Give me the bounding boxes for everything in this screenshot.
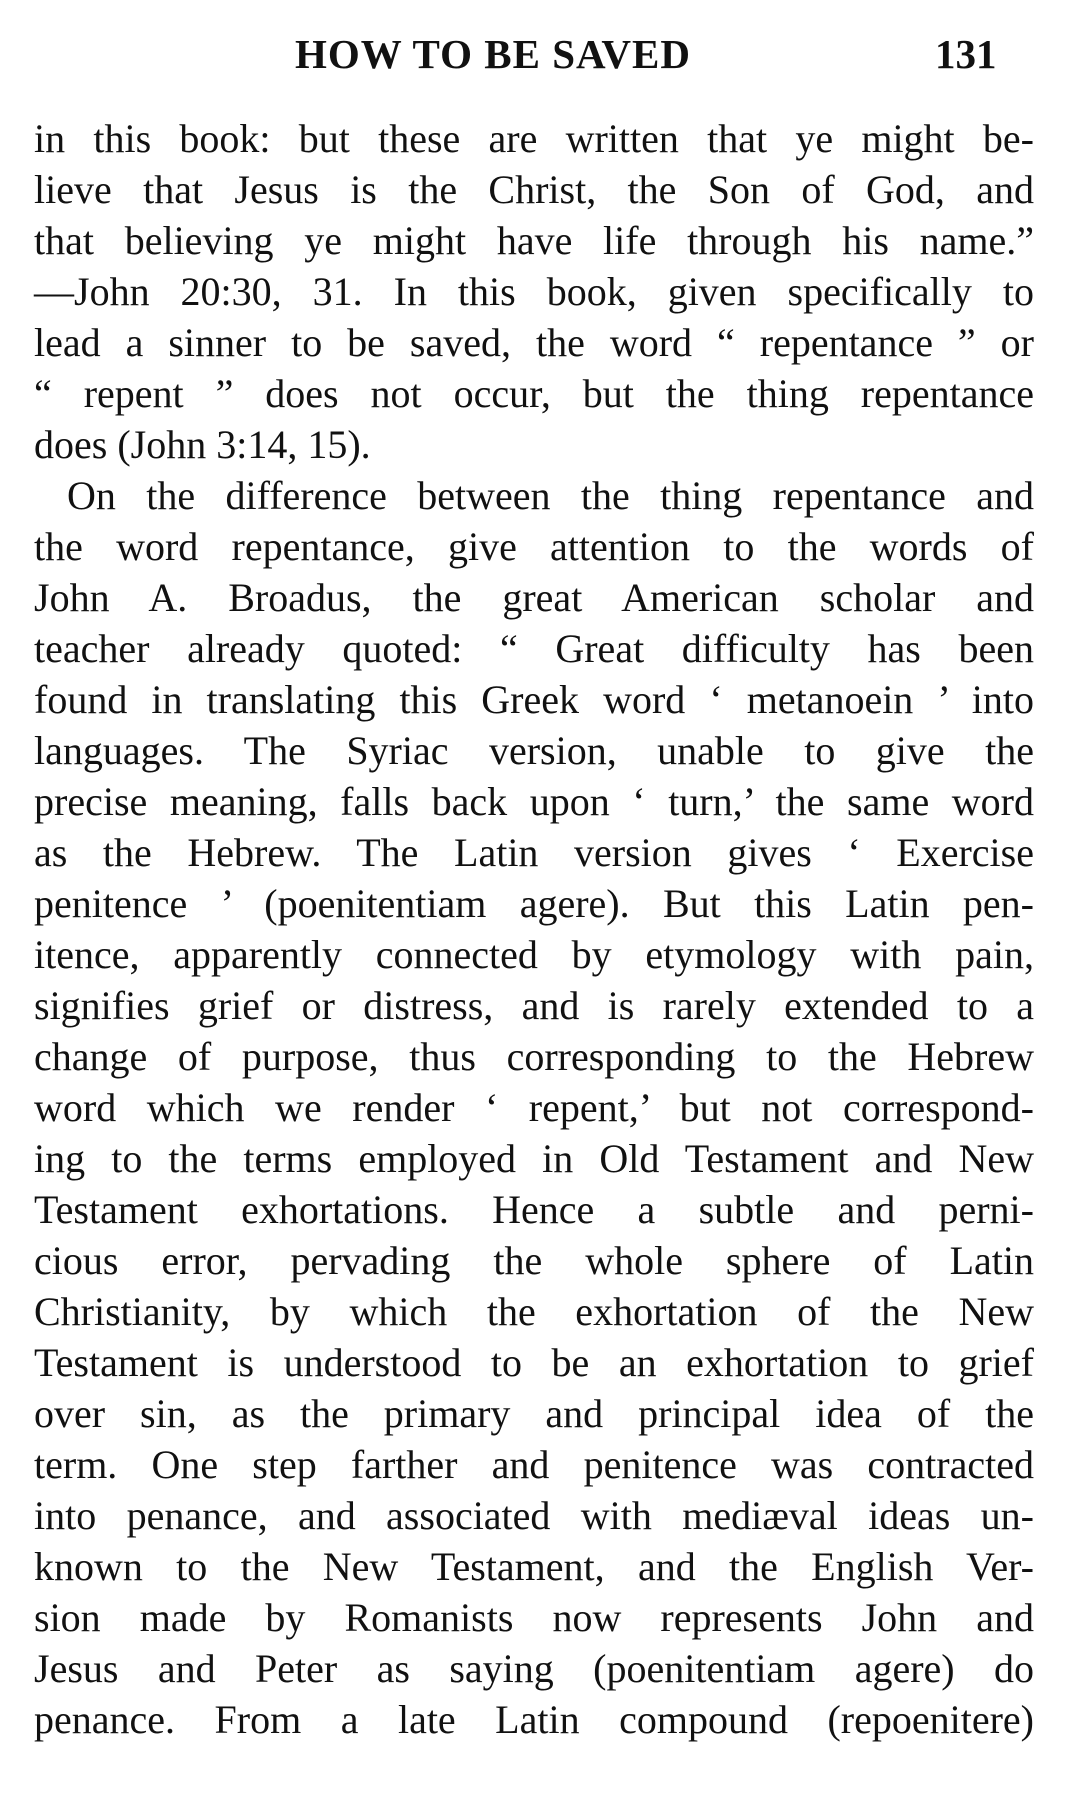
running-head <box>0 24 1073 84</box>
text-line: Testament is understood to be an exhortation to grief <box>34 1340 1034 1385</box>
text-line: penance. From a late Latin compound (repoenitere) <box>34 1697 1034 1742</box>
text-line: does (John 3:14, 15). <box>34 422 371 467</box>
text-line: term. One step farther and penitence was contracted <box>34 1442 1034 1487</box>
text-line: languages. The Syriac version, unable to give the <box>34 728 1034 773</box>
text-line: over sin, as the primary and principal idea of the <box>34 1391 1034 1436</box>
text-line: into penance, and associated with mediæval ideas un- <box>34 1493 1034 1538</box>
text-line: cious error, pervading the whole sphere of Latin <box>34 1238 1034 1283</box>
text-line: found in translating this Greek word ‘ metanoein ’ into <box>34 677 1034 722</box>
text-line: that believing ye might have life through his name.” <box>34 218 1034 263</box>
running-title: HOW TO BE SAVED <box>295 31 691 77</box>
text-line: Testament exhortations. Hence a subtle and perni- <box>34 1187 1034 1232</box>
text-line: teacher already quoted: “ Great difficulty has been <box>34 626 1034 671</box>
text-line: lieve that Jesus is the Christ, the Son of God, and <box>34 167 1034 212</box>
text-line: ing to the terms employed in Old Testament and New <box>34 1136 1034 1181</box>
text-line: itence, apparently connected by etymology with pain, <box>34 932 1034 977</box>
text-line: sion made by Romanists now represents John and <box>34 1595 1034 1640</box>
text-line: John A. Broadus, the great American scholar and <box>34 575 1034 620</box>
text-line: On the difference between the thing repentance and <box>67 473 1034 518</box>
text-line: —John 20:30, 31. In this book, given specifically to <box>34 269 1034 314</box>
text-line: precise meaning, falls back upon ‘ turn,’ the same word <box>34 779 1034 824</box>
text-line: signifies grief or distress, and is rarely extended to a <box>34 983 1034 1028</box>
text-line: Jesus and Peter as saying (poenitentiam agere) do <box>34 1646 1034 1691</box>
body-text <box>34 113 1034 1745</box>
text-line: lead a sinner to be saved, the word “ repentance ” or <box>34 320 1034 365</box>
text-line: as the Hebrew. The Latin version gives ‘ Exercise <box>34 830 1034 875</box>
text-line: “ repent ” does not occur, but the thing repentance <box>34 371 1034 416</box>
text-line: penitence ’ (poenitentiam agere). But this Latin pen- <box>34 881 1034 926</box>
text-line: known to the New Testament, and the English Ver- <box>34 1544 1034 1589</box>
text-line: word which we render ‘ repent,’ but not correspond- <box>34 1085 1034 1130</box>
text-line: Christianity, by which the exhortation of the New <box>34 1289 1034 1334</box>
page-number: 131 <box>935 31 997 77</box>
text-line: in this book: but these are written that ye might be- <box>34 116 1034 161</box>
text-line: change of purpose, thus corresponding to the Hebrew <box>34 1034 1034 1079</box>
text-line: the word repentance, give attention to the words of <box>34 524 1034 569</box>
